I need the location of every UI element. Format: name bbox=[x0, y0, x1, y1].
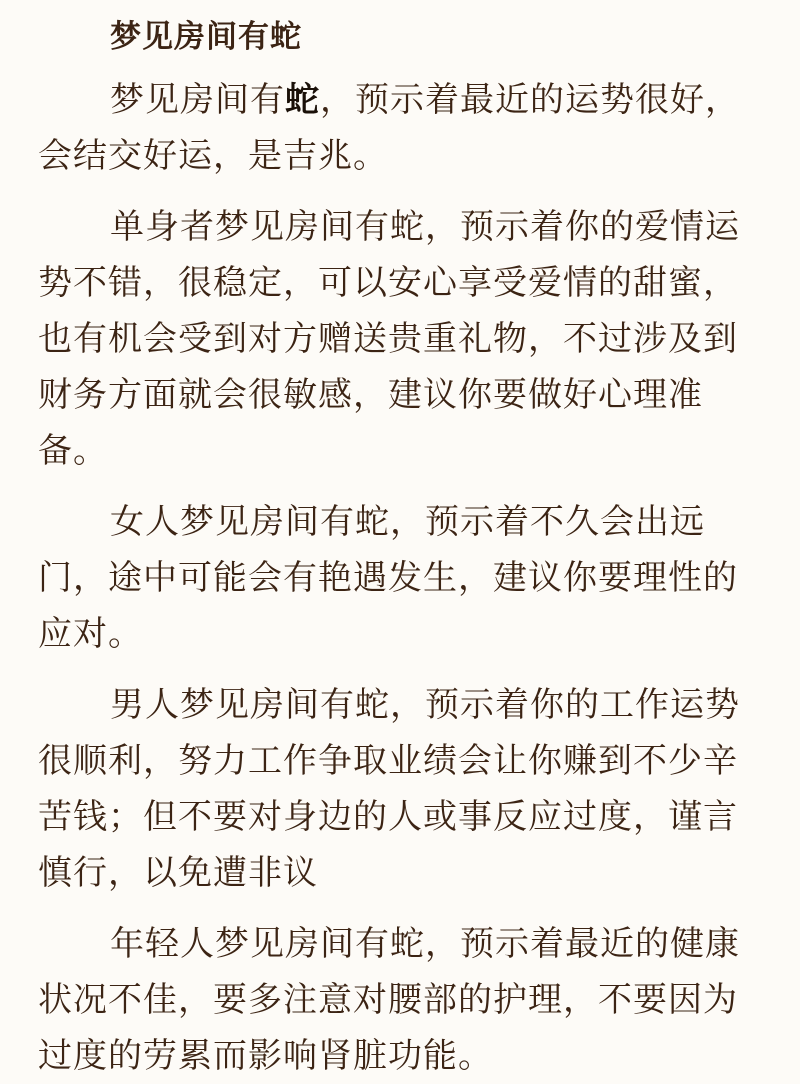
paragraph-1 bbox=[38, 72, 758, 184]
paragraph-woman: 女人梦见房间有蛇，预示着不久会出远门，途中可能会有艳遇发生，建议你要理性的应对。 bbox=[38, 502, 738, 654]
paragraph-1-text: ，预示着最近的运势很好，会结交好运，是吉兆。 bbox=[38, 80, 740, 176]
article-title: 梦见房间有蛇 bbox=[110, 19, 302, 55]
paragraph-single: 单身者梦见房间有蛇，预示着你的爱情运势不错，很稳定，可以安心享受爱情的甜蜜，也有机会受到对方赠送贵重礼物，不过涉及到财务方面就会很敏感，建议你要做好心理准备。 bbox=[38, 207, 740, 471]
paragraph-young: 年轻人梦见房间有蛇，预示着最近的健康状况不佳，要多注意对腰部的护理，不要因为过度的劳累而影响肾脏功能。 bbox=[38, 924, 740, 1076]
paragraph-man: 男人梦见房间有蛇，预示着你的工作运势很顺利，努力工作争取业绩会让你赚到不少辛苦钱；但不要对身边的人或事反应过度，谨言慎行，以免遭非议 bbox=[38, 685, 740, 893]
paragraph-1-lead: 梦见房间有 bbox=[110, 80, 285, 120]
keyword-snake: 蛇 bbox=[285, 80, 320, 120]
